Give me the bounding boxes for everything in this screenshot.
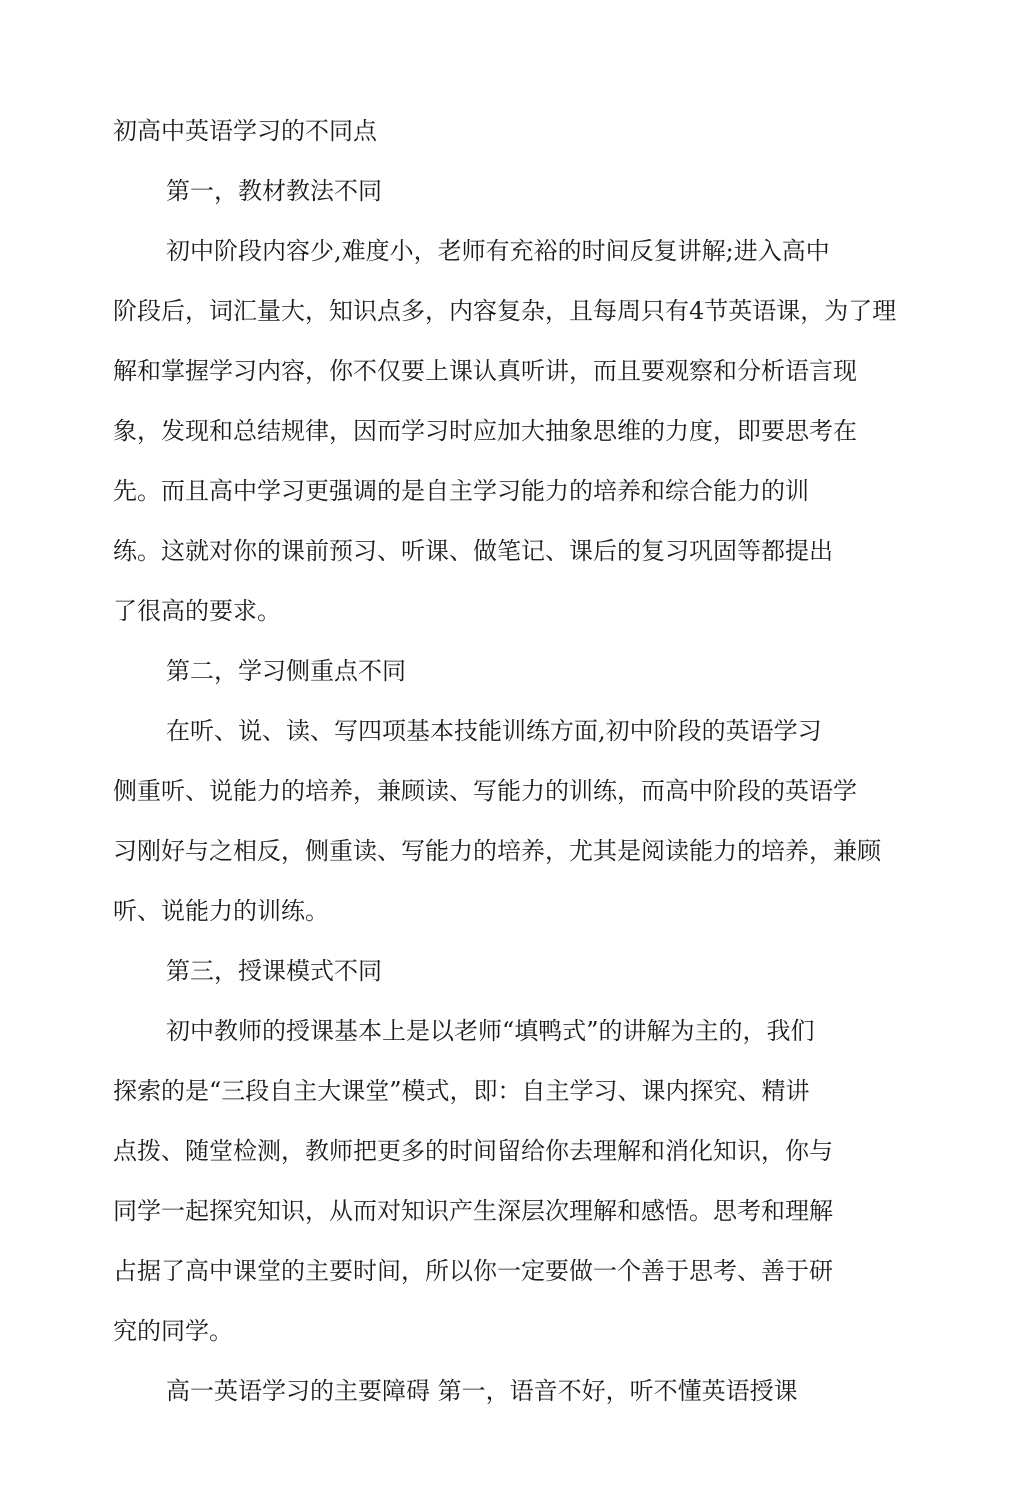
paragraph-line: 解和掌握学习内容，你不仅要上课认真听讲，而且要观察和分析语言现 <box>113 357 857 385</box>
paragraph-line: 先。而且高中学习更强调的是自主学习能力的培养和综合能力的训 <box>113 477 809 505</box>
paragraph-line: 初中教师的授课基本上是以老师“填鸭式”的讲解为主的，我们 <box>166 1017 815 1045</box>
paragraph-line: 了很高的要求。 <box>113 597 281 625</box>
paragraph-line: 点拨、随堂检测，教师把更多的时间留给你去理解和消化知识，你与 <box>113 1137 833 1165</box>
paragraph-line: 初中阶段内容少,难度小，老师有充裕的时间反复讲解;进入高中 <box>166 237 830 265</box>
section-heading-3: 第三，授课模式不同 <box>166 957 382 985</box>
paragraph-line: 占据了高中课堂的主要时间，所以你一定要做一个善于思考、善于研 <box>113 1257 833 1285</box>
section-heading-2: 第二，学习侧重点不同 <box>166 657 406 685</box>
paragraph-line: 习刚好与之相反，侧重读、写能力的培养，尤其是阅读能力的培养，兼顾 <box>113 837 881 865</box>
section-heading-4: 高一英语学习的主要障碍 第一，语音不好，听不懂英语授课 <box>166 1377 798 1405</box>
paragraph-line: 在听、说、读、写四项基本技能训练方面,初中阶段的英语学习 <box>166 717 822 745</box>
paragraph-line: 侧重听、说能力的培养，兼顾读、写能力的训练，而高中阶段的英语学 <box>113 777 857 805</box>
paragraph-line: 同学一起探究知识，从而对知识产生深层次理解和感悟。思考和理解 <box>113 1197 833 1225</box>
section-heading-1: 第一，教材教法不同 <box>166 177 382 205</box>
document-title: 初高中英语学习的不同点 <box>113 117 377 145</box>
paragraph-line: 究的同学。 <box>113 1317 233 1345</box>
paragraph-line: 练。这就对你的课前预习、听课、做笔记、课后的复习巩固等都提出 <box>113 537 833 565</box>
paragraph-line: 象，发现和总结规律，因而学习时应加大抽象思维的力度，即要思考在 <box>113 417 857 445</box>
paragraph-line: 阶段后，词汇量大，知识点多，内容复杂，且每周只有4节英语课，为了理 <box>113 297 897 325</box>
paragraph-line: 探索的是“三段自主大课堂”模式，即：自主学习、课内探究、精讲 <box>113 1077 810 1105</box>
paragraph-line: 听、说能力的训练。 <box>113 897 329 925</box>
